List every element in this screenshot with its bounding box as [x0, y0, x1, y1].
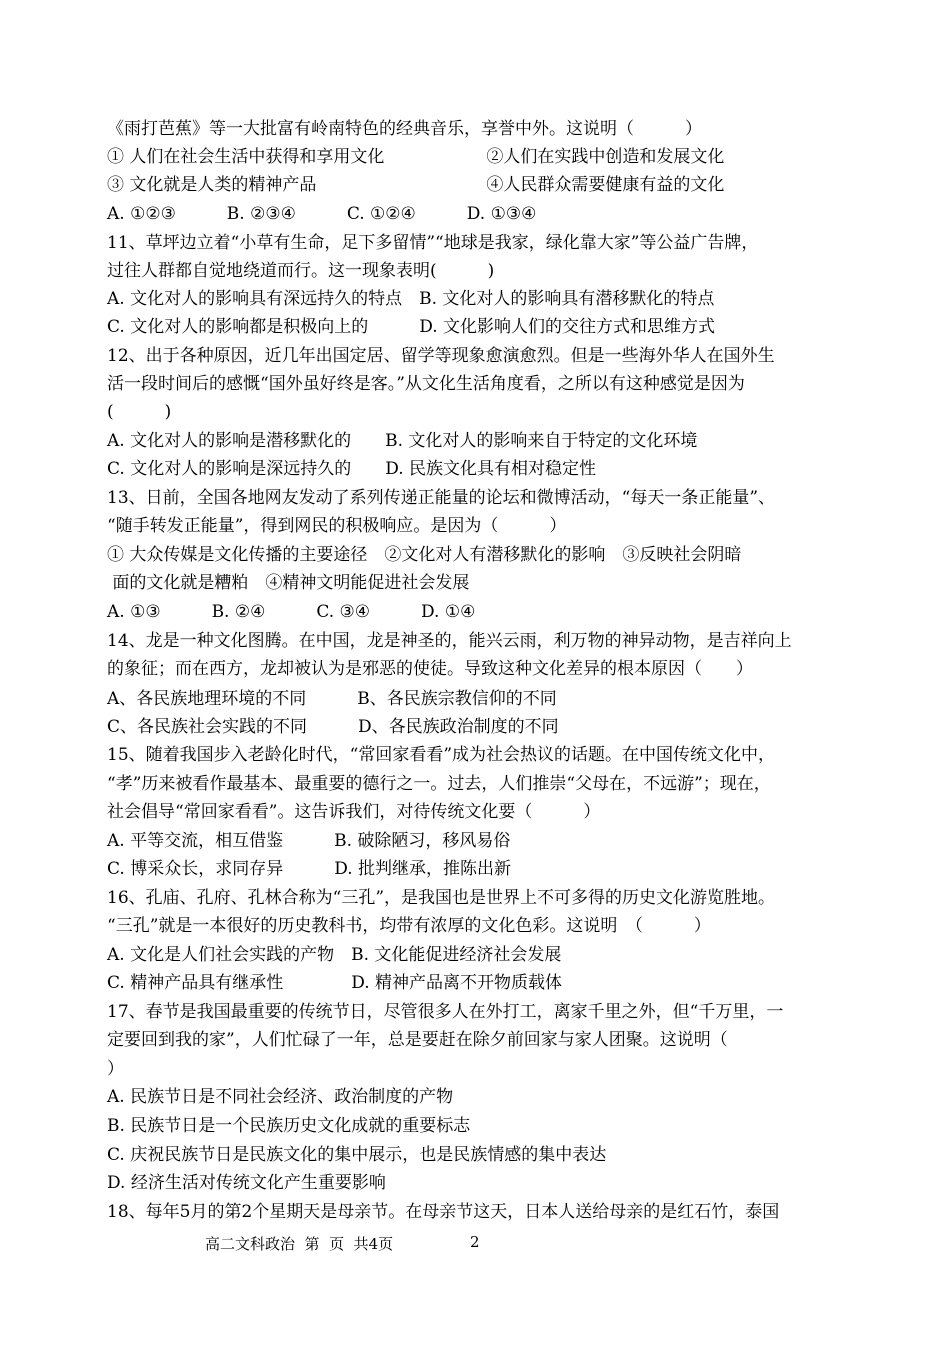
text-line: 定要回到我的家”，人们忙碌了一年，总是要赶在除夕前回家与家人团聚。这说明（: [107, 1030, 728, 1050]
text-line: 12、出于各种原因，近几年出国定居、留学等现象愈演愈烈。但是一些海外华人在国外生: [107, 346, 775, 366]
text-line: 过往人群都自觉地绕道而行。这一现象表明( ): [107, 261, 495, 281]
footer-label: 高二文科政治 第 页 共4页: [205, 1235, 394, 1253]
text-line: B. 民族节日是一个民族历史文化成就的重要标志: [107, 1116, 471, 1136]
text-line: A. 文化是人们社会实践的产物 B. 文化能促进经济社会发展: [107, 945, 562, 965]
text-line: 15、随着我国步入老龄化时代，“常回家看看”成为社会热议的话题。在中国传统文化中，: [107, 745, 776, 765]
text-line: 活一段时间后的感慨“国外虽好终是客。”从文化生活角度看，之所以有这种感觉是因为: [107, 374, 745, 394]
text-line: D. 经济生活对传统文化产生重要影响: [107, 1173, 386, 1193]
text-line: 《雨打芭蕉》等一大批富有岭南特色的经典音乐，享誉中外。这说明（ ）: [107, 119, 702, 139]
text-line: C. 博采众长，求同存异 D. 批判继承，推陈出新: [107, 859, 512, 879]
text-line: “孝”历来被看作最基本、最重要的德行之一。过去，人们推崇“父母在，不远游”；现在，: [107, 774, 771, 794]
text-line: ( ): [107, 402, 172, 422]
text-line: 11、草坪边立着“小草有生命，足下多留情”“地球是我家，绿化靠大家”等公益广告牌，: [107, 233, 759, 253]
text-line: 社会倡导“常回家看看”。这告诉我们，对待传统文化要（ ）: [107, 802, 601, 822]
text-line: C、各民族社会实践的不同 D、各民族政治制度的不同: [107, 717, 559, 737]
text-line: 13、日前，全国各地网友发动了系列传递正能量的论坛和微博活动，“每天一条正能量”、: [107, 488, 776, 508]
text-line: C. 文化对人的影响是深远持久的 D. 民族文化具有相对稳定性: [107, 459, 597, 479]
text-line: C. 庆祝民族节日是民族文化的集中展示，也是民族情感的集中表达: [107, 1145, 607, 1165]
text-line: ① 人们在社会生活中获得和享用文化 ②人们在实践中创造和发展文化: [107, 147, 725, 167]
text-line: A. 平等交流，相互借鉴 B. 破除陋习，移风易俗: [107, 831, 511, 851]
text-line: C. 文化对人的影响都是积极向上的 D. 文化影响人们的交往方式和思维方式: [107, 317, 716, 337]
text-line: C. 精神产品具有继承性 D. 精神产品离不开物质载体: [107, 973, 563, 993]
text-line: ① 大众传媒是文化传播的主要途径 ②文化对人有潜移默化的影响 ③反映社会阴暗: [107, 545, 742, 565]
text-line: 16、孔庙、孔府、孔林合称为“三孔”，是我国也是世界上不可多得的历史文化游览胜地。: [107, 888, 776, 908]
text-line: A. ①③ B. ②④ C. ③④ D. ①④: [107, 602, 476, 622]
text-line: A. 文化对人的影响具有深远持久的特点 B. 文化对人的影响具有潜移默化的特点: [107, 289, 715, 309]
text-line: A、各民族地理环境的不同 B、各民族宗教信仰的不同: [107, 689, 557, 709]
text-line: ）: [107, 1059, 124, 1079]
text-line: A. 民族节日是不同社会经济、政治制度的产物: [107, 1087, 454, 1107]
text-line: “随手转发正能量”，得到网民的积极响应。是因为（ ）: [107, 516, 567, 536]
text-line: “三孔”就是一本很好的历史教科书，均带有浓厚的文化色彩。这说明 （ ）: [107, 916, 711, 936]
text-line: 17、春节是我国最重要的传统节日，尽管很多人在外打工，离家千里之外，但“千万里，一: [107, 1002, 784, 1022]
text-line: A. ①②③ B. ②③④ C. ①②④ D. ①③④: [107, 204, 537, 224]
text-line: A. 文化对人的影响是潜移默化的 B. 文化对人的影响来自于特定的文化环境: [107, 431, 698, 451]
text-line: ③ 文化就是人类的精神产品 ④人民群众需要健康有益的文化: [107, 175, 725, 195]
text-line: 的象征；而在西方，龙却被认为是邪恶的使徒。导致这种文化差异的根本原因（ ）: [107, 659, 753, 679]
page-number: 2: [470, 1233, 480, 1251]
text-line: 面的文化就是糟粕 ④精神文明能促进社会发展: [107, 573, 470, 593]
text-line: 14、龙是一种文化图腾。在中国，龙是神圣的，能兴云雨，利万物的神异动物，是吉祥向上: [107, 631, 792, 651]
text-line: 18、每年5月的第2个星期天是母亲节。在母亲节这天，日本人送给母亲的是红石竹，泰国: [107, 1202, 780, 1222]
